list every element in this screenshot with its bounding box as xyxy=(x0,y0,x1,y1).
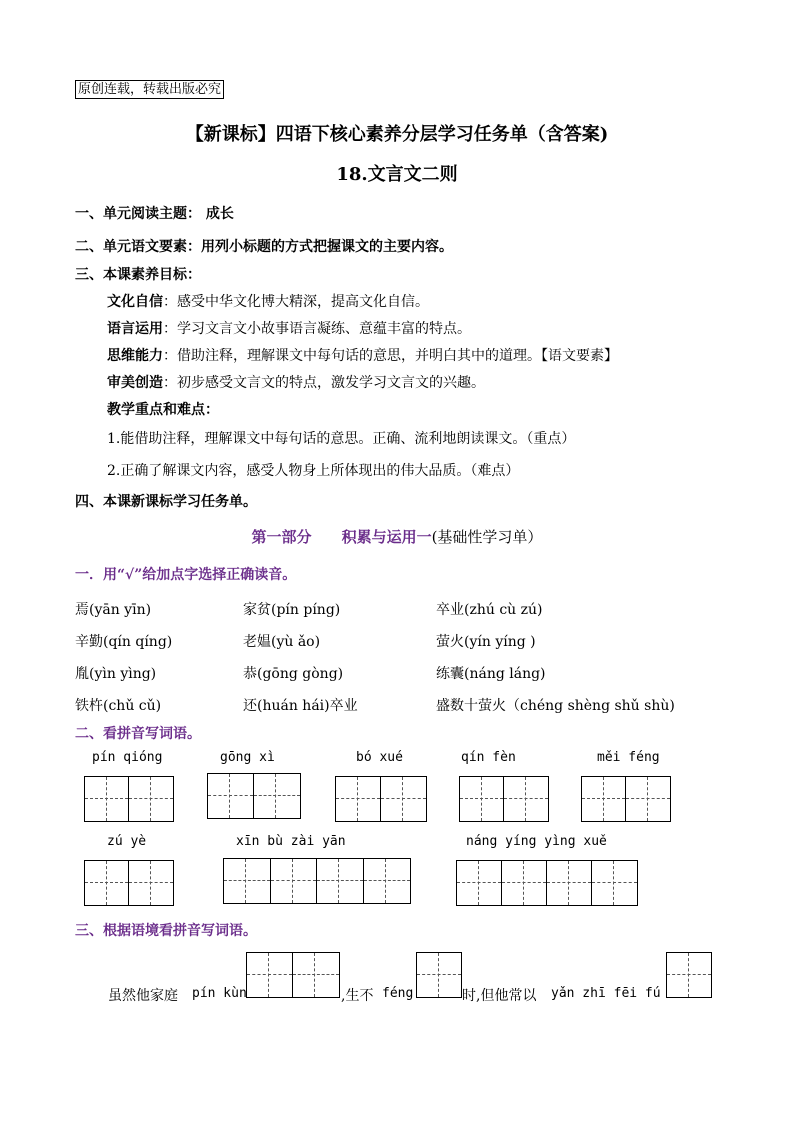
pinyin-label: bó xué xyxy=(356,750,403,765)
document-title: 【新课标】四语下核心素养分层学习任务单（含答案) xyxy=(185,124,609,145)
writing-grid[interactable] xyxy=(246,952,340,998)
section-2: 二、单元语文要素：用列小标题的方式把握课文的主要内容。 xyxy=(75,239,453,255)
q3-pinyin-2: féng xyxy=(382,986,414,1001)
q3-text-3: 时,但他常以 xyxy=(462,988,537,1004)
section-1 xyxy=(75,203,234,223)
goal-label: 语言运用 xyxy=(107,321,163,337)
q1-item: 卒业(zhú cù zú) xyxy=(436,602,543,618)
focus-item-1: 1.能借助注释，理解课文中每句话的意思。正确、流利地朗读课文。（重点） xyxy=(107,431,576,447)
focus-title: 教学重点和难点： xyxy=(107,402,219,418)
pinyin-label: zú yè xyxy=(107,834,147,849)
writing-grid[interactable] xyxy=(416,952,462,998)
copyright-notice: 原创连载，转载出版必究 xyxy=(75,80,224,99)
q1-item: 恭(gōng gòng) xyxy=(243,666,344,682)
part-label: 第一部分 xyxy=(251,528,312,546)
writing-grid[interactable] xyxy=(666,952,712,998)
q3-text-1: 虽然他家庭 xyxy=(108,988,178,1004)
writing-grid[interactable] xyxy=(84,776,174,822)
q1-item: 铁杵(chǔ cǔ) xyxy=(75,698,162,714)
q1-item: 萤火(yín yíng ) xyxy=(436,634,536,650)
part-name: 积累与运用一 xyxy=(341,528,432,546)
q3-pinyin-1: pín kùn xyxy=(192,986,247,1001)
section-1-label: 一、单元阅读主题： xyxy=(75,206,201,222)
part-one-heading xyxy=(0,526,794,547)
writing-grid[interactable] xyxy=(207,773,301,819)
goal-1 xyxy=(107,291,429,311)
section-4: 四、本课新课标学习任务单。 xyxy=(75,494,257,510)
question-1-title: 一．用“√”给加点字选择正确读音。 xyxy=(75,567,297,583)
question-2-title: 二、看拼音写词语。 xyxy=(75,726,201,742)
focus-item-2: 2.正确了解课文内容，感受人物身上所体现出的伟大品质。（难点） xyxy=(107,463,520,479)
q3-pinyin-3: yǎn zhī fēi fú xyxy=(551,986,661,1001)
question-3-title: 三、根据语境看拼音写词语。 xyxy=(75,923,257,939)
q1-item: 辛勤(qín qíng) xyxy=(75,634,173,650)
pinyin-label: měi féng xyxy=(597,750,660,765)
q1-item: 胤(yìn yìng) xyxy=(75,666,157,682)
q3-text-2: ,生不 xyxy=(341,988,374,1004)
q1-item: 老媪(yù ǎo) xyxy=(243,634,321,650)
writing-grid[interactable] xyxy=(223,858,411,904)
goal-4 xyxy=(107,372,485,392)
q1-item: 练囊(náng láng) xyxy=(436,666,546,682)
goal-label: 文化自信 xyxy=(107,294,163,310)
writing-grid[interactable] xyxy=(335,776,427,822)
goal-2 xyxy=(107,318,471,338)
writing-grid[interactable] xyxy=(459,776,549,822)
section-1-value: 成长 xyxy=(205,206,234,222)
goal-text: ：感受中华文化博大精深，提高文化自信。 xyxy=(163,294,429,310)
goal-text: ：学习文言文小故事语言凝练、意蕴丰富的特点。 xyxy=(163,321,471,337)
pinyin-label: gōng xì xyxy=(220,750,275,765)
goal-label: 审美创造 xyxy=(107,375,163,391)
goal-text: ：初步感受文言文的特点，激发学习文言文的兴趣。 xyxy=(163,375,485,391)
pinyin-label: qín fèn xyxy=(461,750,516,765)
pinyin-label: náng yíng yìng xuě xyxy=(466,834,607,849)
writing-grid[interactable] xyxy=(581,776,671,822)
q1-item: 焉(yān yīn) xyxy=(75,602,152,618)
goal-3 xyxy=(107,345,618,365)
section-3: 三、本课素养目标： xyxy=(75,267,201,283)
pinyin-label: xīn bù zài yān xyxy=(236,834,346,849)
writing-grid[interactable] xyxy=(84,860,174,906)
q1-item: 盛数十萤火（chéng shèng shǔ shù) xyxy=(436,698,675,714)
q1-item: 家贫(pín píng) xyxy=(243,602,341,618)
pinyin-label: pín qióng xyxy=(92,750,163,765)
writing-grid[interactable] xyxy=(456,860,638,906)
q1-item: 还(huán hái)卒业 xyxy=(243,698,358,714)
lesson-title: 18.文言文二则 xyxy=(336,164,458,185)
part-note: (基础性学习单） xyxy=(431,528,543,546)
goal-label: 思维能力 xyxy=(107,348,163,364)
goal-text: ：借助注释，理解课文中每句话的意思，并明白其中的道理。【语文要素】 xyxy=(163,348,618,364)
